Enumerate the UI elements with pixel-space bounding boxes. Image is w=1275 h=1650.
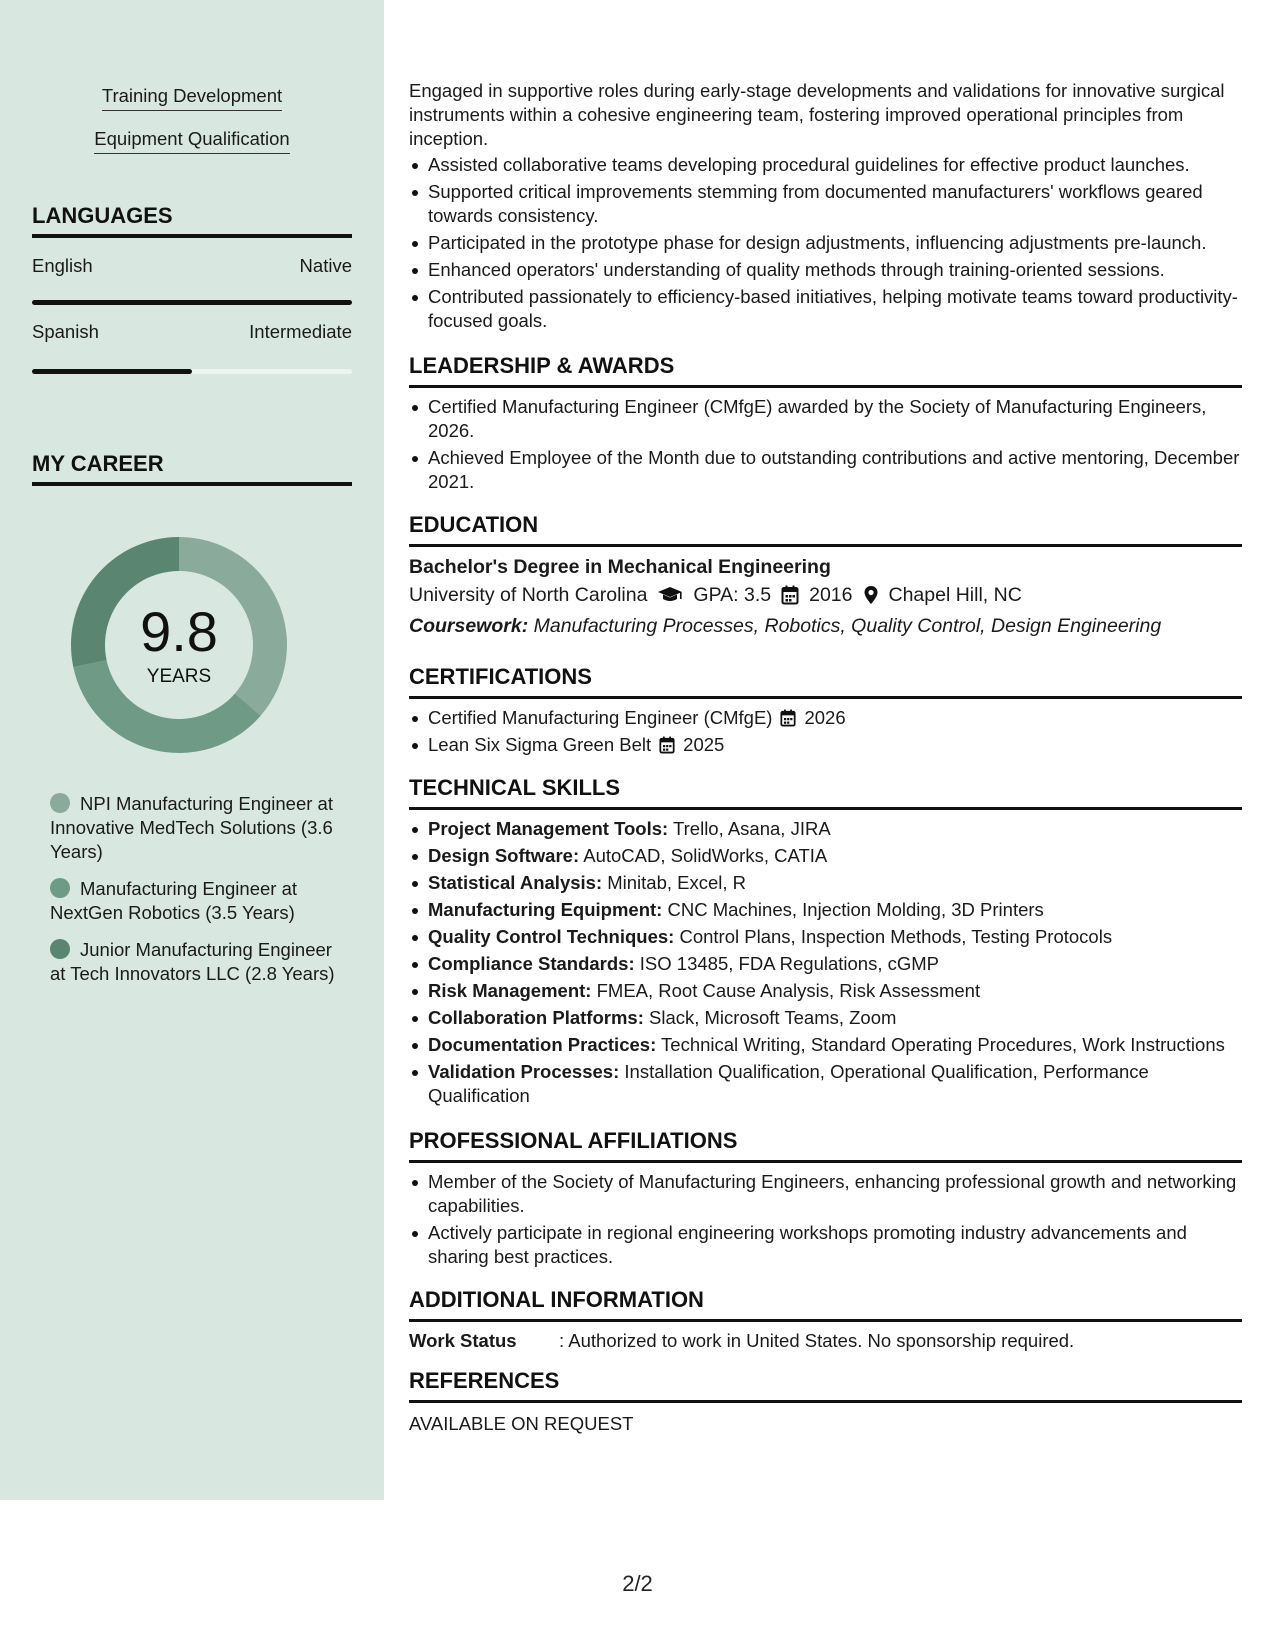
list-item: Collaboration Platforms: Slack, Microsoft Teams, Zoom [409,1006,1242,1030]
work-status-label: Work Status [409,1330,517,1351]
graduation-cap-icon [657,586,683,604]
legend-dot [50,878,70,898]
language-row [32,321,352,343]
list-item: Supported critical improvements stemming from documented manufacturers' workflows geared towards consistency. [409,180,1242,228]
list-item: Documentation Practices: Technical Writing, Standard Operating Procedures, Work Instructions [409,1033,1242,1057]
calendar-icon [659,736,675,754]
skill-tag: Equipment Qualification [0,128,384,154]
leadership-heading: LEADERSHIP & AWARDS [409,353,1242,388]
experience-bullets [409,153,1242,333]
career-legend-item: Manufacturing Engineer at NextGen Robotics (3.5 Years) [50,878,297,923]
references-heading: REFERENCES [409,1368,1242,1403]
language-level: Intermediate [249,321,352,342]
legend-dot [50,939,70,959]
language-proficiency-fill [32,369,192,374]
list-item: Assisted collaborative teams developing procedural guidelines for effective product launches. [409,153,1242,177]
list-item: Member of the Society of Manufacturing Engineers, enhancing professional growth and networking capabilities. [409,1170,1242,1218]
list-item: Certified Manufacturing Engineer (CMfgE) awarded by the Society of Manufacturing Engineers, 2026. [409,395,1242,443]
list-item: Statistical Analysis: Minitab, Excel, R [409,871,1242,895]
language-name: Spanish [32,321,99,342]
language-proficiency-bar [32,369,352,374]
list-item: Enhanced operators' understanding of quality methods through training-oriented sessions. [409,258,1242,282]
list-item: Participated in the prototype phase for design adjustments, influencing adjustments pre-launch. [409,231,1242,255]
leadership-list [409,395,1242,497]
certifications-heading: CERTIFICATIONS [409,664,1242,699]
references-text: AVAILABLE ON REQUEST [409,1413,634,1434]
degree-title: Bachelor's Degree in Mechanical Engineering [409,556,831,578]
education-entry [409,554,1242,642]
education-heading: EDUCATION [409,512,1242,547]
sidebar [0,0,384,1500]
coursework: Coursework: Manufacturing Processes, Robotics, Quality Control, Design Engineering [409,615,1162,637]
additional-info-heading: ADDITIONAL INFORMATION [409,1287,1242,1322]
work-status-value: : Authorized to work in United States. No sponsorship required. [559,1330,1075,1351]
language-row [32,255,352,277]
affiliations-list [409,1170,1242,1272]
list-item: Contributed passionately to efficiency-based initiatives, helping motivate teams toward productivity-focused goals. [409,285,1242,333]
experience-continued [409,79,1242,336]
list-item: Manufacturing Equipment: CNC Machines, Injection Molding, 3D Printers [409,898,1242,922]
language-proficiency-fill [32,300,352,305]
list-item: Design Software: AutoCAD, SolidWorks, CATIA [409,844,1242,868]
graduation-year: 2016 [809,584,853,606]
list-item: Compliance Standards: ISO 13485, FDA Regulations, cGMP [409,952,1242,976]
list-item: Certified Manufacturing Engineer (CMfgE) 2026 [409,706,1242,730]
list-item: Risk Management: FMEA, Root Cause Analysis, Risk Assessment [409,979,1242,1003]
list-item: Validation Processes: Installation Qualification, Operational Qualification, Performance Qualification [409,1060,1242,1108]
career-legend-item: NPI Manufacturing Engineer at Innovative MedTech Solutions (3.6 Years) [50,793,333,862]
list-item: Quality Control Techniques: Control Plans, Inspection Methods, Testing Protocols [409,925,1242,949]
list-item: Achieved Employee of the Month due to outstanding contributions and active mentoring, December 2021. [409,446,1242,494]
career-heading: MY CAREER [32,451,352,486]
work-status-row [409,1329,1242,1353]
experience-summary: Engaged in supportive roles during early-stage developments and validations for innovative surgical instruments within a cohesive engineering team, fostering improved operational principles from inception. [409,80,1225,149]
list-item: Actively participate in regional engineering workshops promoting industry advancements and sharing best practices. [409,1221,1242,1269]
school-location: Chapel Hill, NC [888,584,1022,606]
language-name: English [32,255,93,276]
career-legend-item: Junior Manufacturing Engineer at Tech Innovators LLC (2.8 Years) [50,939,335,984]
language-proficiency-bar [32,300,352,305]
education-details [409,580,1242,610]
list-item: Lean Six Sigma Green Belt 2025 [409,733,1242,757]
certifications-list [409,706,1242,760]
affiliations-heading: PROFESSIONAL AFFILIATIONS [409,1128,1242,1163]
calendar-icon [781,585,799,605]
career-total-years: 9.8 [140,600,218,663]
languages-heading: LANGUAGES [32,203,352,238]
gpa: GPA: 3.5 [693,584,772,606]
technical-skills-list [409,817,1242,1111]
calendar-icon [780,709,796,727]
skill-tag: Training Development [0,85,384,111]
page-number: 2/2 [622,1571,653,1596]
technical-skills-heading: TECHNICAL SKILLS [409,775,1242,810]
list-item: Project Management Tools: Trello, Asana, JIRA [409,817,1242,841]
language-level: Native [299,255,352,276]
school-name: University of North Carolina [409,584,648,606]
legend-dot [50,793,70,813]
location-pin-icon [863,585,879,605]
career-total-unit: YEARS [146,666,212,687]
